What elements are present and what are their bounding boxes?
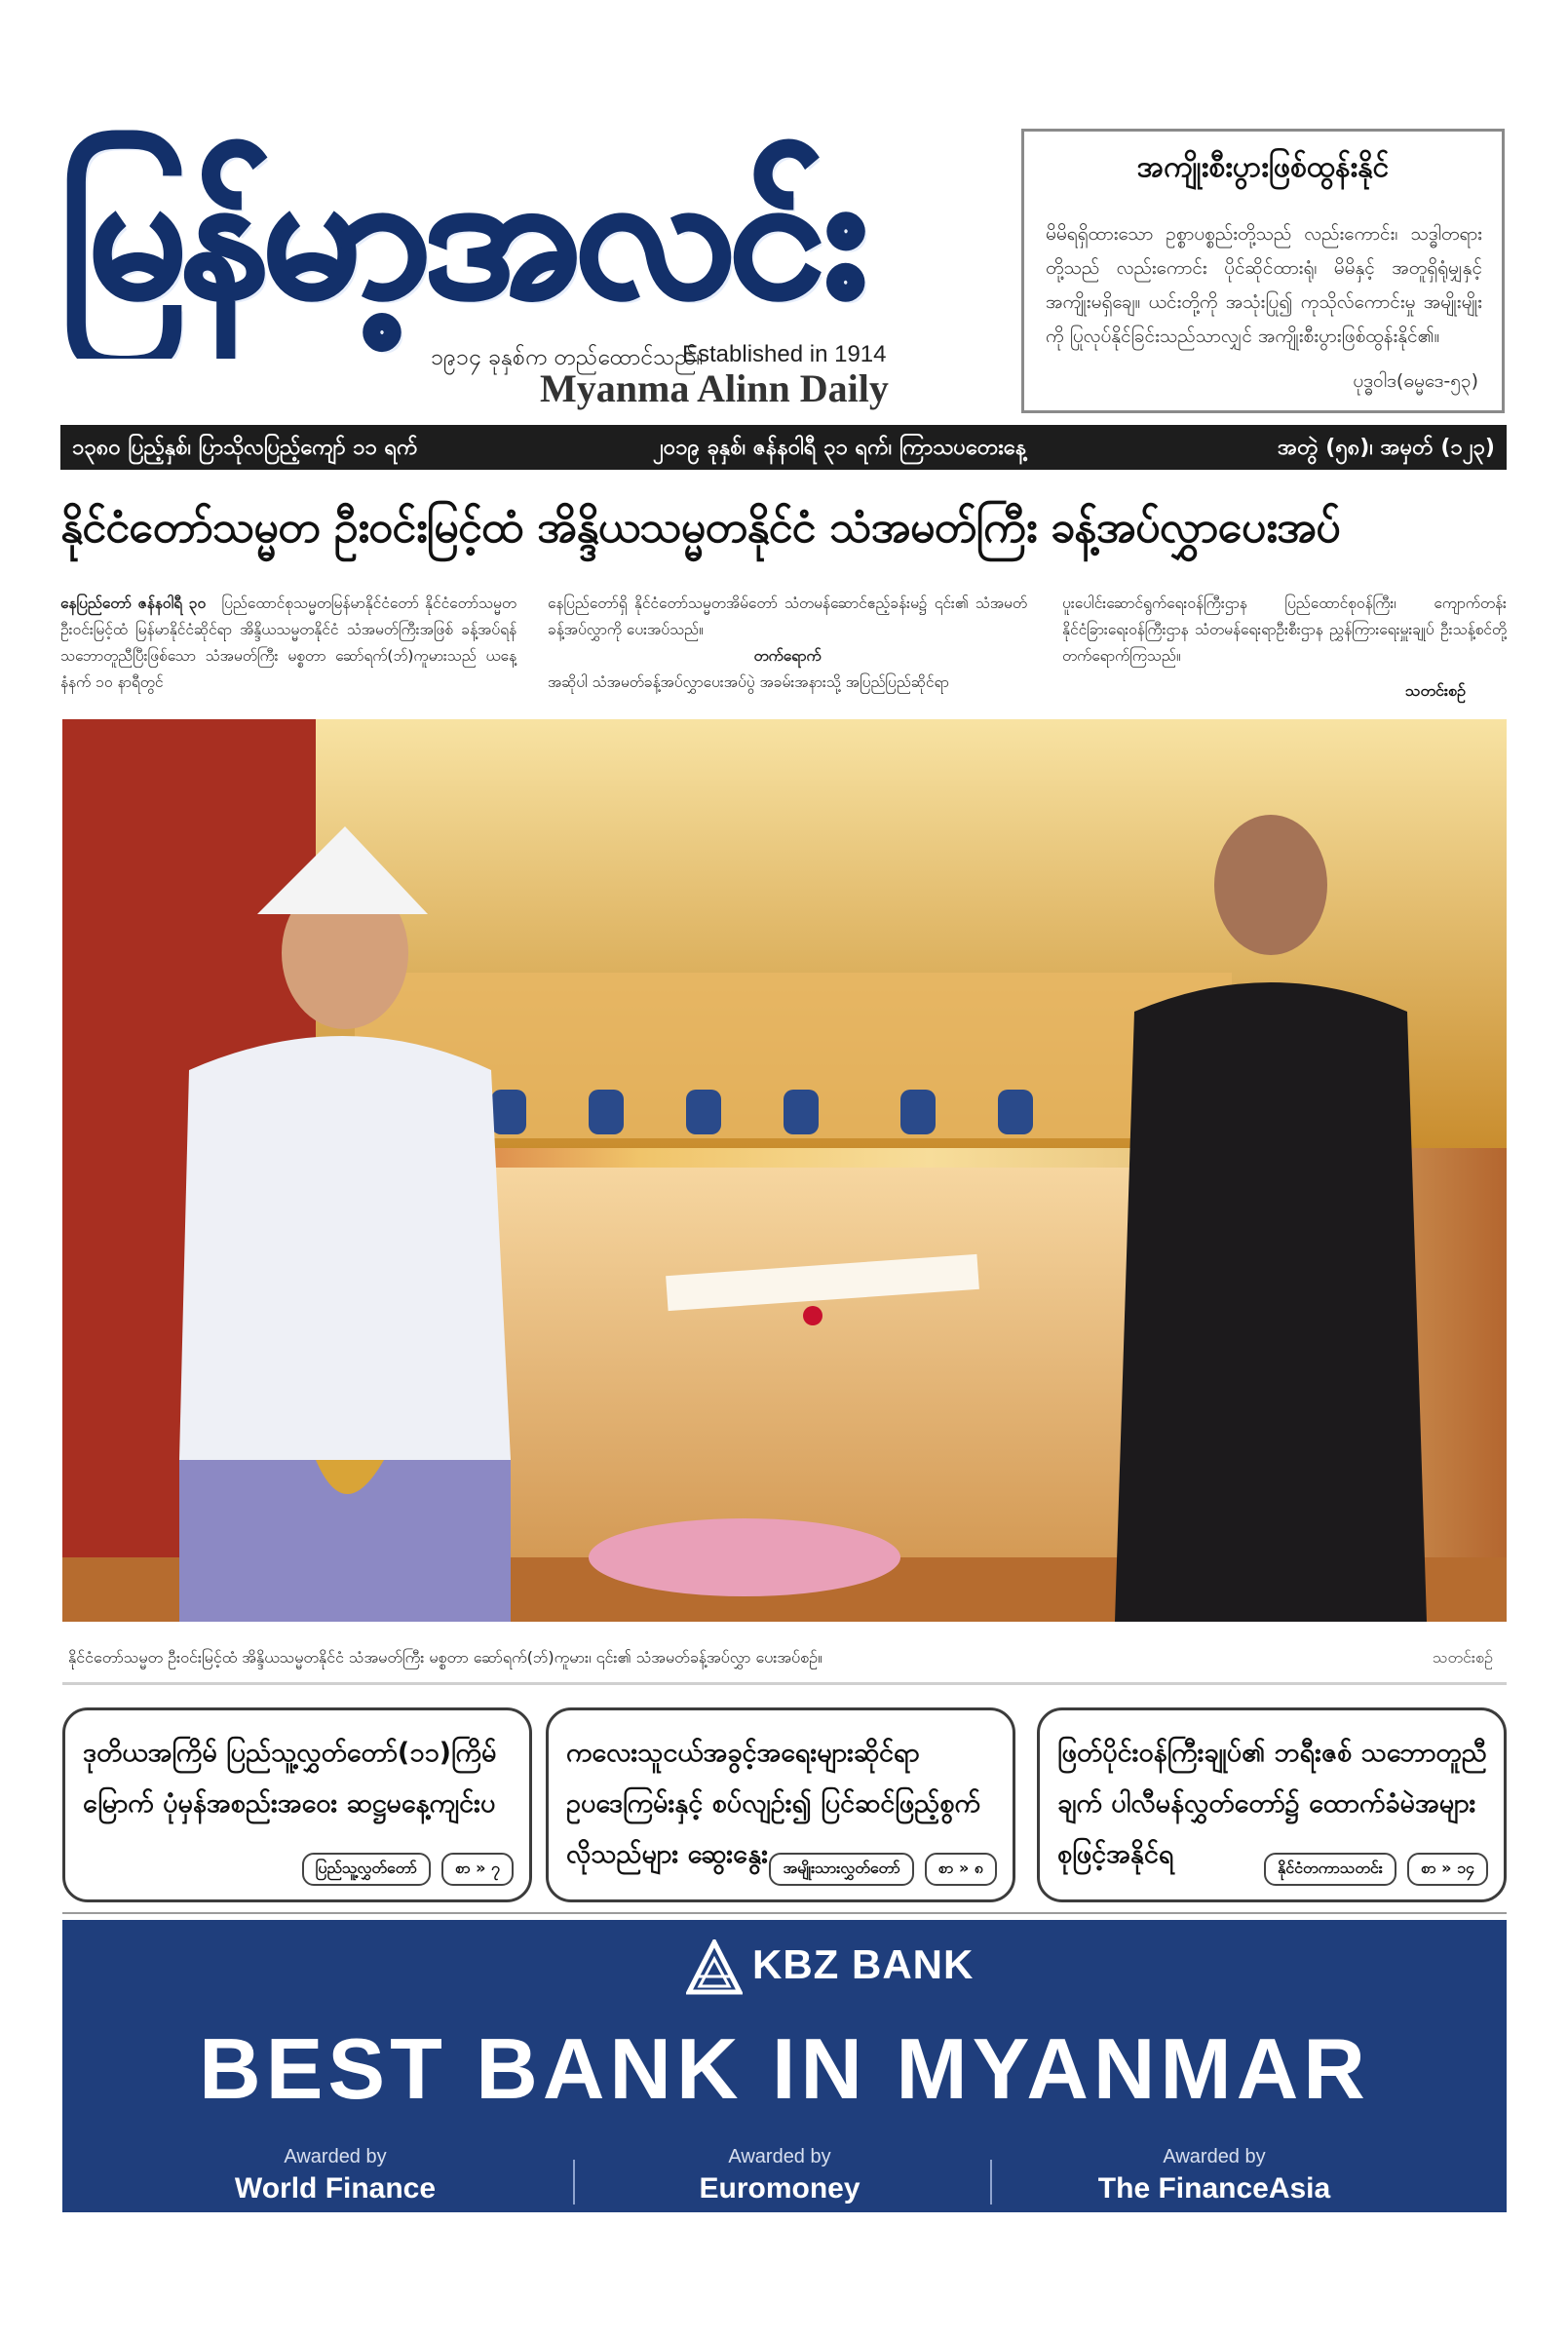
teaser-page[interactable]: စာ » ၈	[925, 1853, 997, 1886]
teaser-section[interactable]: ပြည်သူ့လွှတ်တော်	[302, 1853, 431, 1886]
ad-bank-name: KBZ BANK	[752, 1941, 975, 1987]
awarded-by-label: Awarded by	[1163, 2146, 1266, 2167]
photo-caption: နိုင်ငံတော်သမ္မတ ဦးဝင်းမြင့်ထံ အိန္ဒိယသမ္မတနိုင်ငံ သံအမတ်ကြီး မစ္စတာ ဆော်ရက်(ဘ်)ကူမား၊ ၎င်း၏ သံအမတ်ခန့်အပ်လွှာ ပေးအပ်စဉ်။	[68, 1648, 822, 1667]
teaser-page[interactable]: စာ » ၇	[441, 1853, 514, 1886]
kbz-advertisement[interactable]	[62, 1920, 1507, 2212]
ad-rule	[62, 1912, 1507, 1914]
teaser-title: ဒုတိယအကြိမ် ပြည်သူ့လွှတ်တော်(၁၁)ကြိမ်မြောက် ပုံမှန်အစည်းအဝေး ဆဋ္ဌမနေ့ကျင်းပ	[83, 1738, 497, 1819]
english-name: Myanma Alinn Daily	[540, 366, 889, 410]
date-bar	[60, 425, 1507, 470]
award-world-finance	[131, 2146, 540, 2205]
teaser-section[interactable]: နိုင်ငံတကာသတင်း	[1264, 1853, 1396, 1886]
kbz-logo-icon	[686, 1939, 743, 1996]
lead-column-2	[548, 591, 1027, 696]
myanmar-date: ၁၃၈၀ ပြည့်နှစ်၊ ပြာသိုလပြည့်ကျော် ၁၁ ရက်	[72, 436, 418, 460]
quote-title: အကျိုးစီးပွားဖြစ်ထွန်းနိုင်	[1136, 150, 1390, 184]
reporter-credit: သတင်းစဉ်	[1405, 681, 1466, 700]
photo-illustration	[62, 719, 1507, 1622]
award-financeasia	[1010, 2146, 1419, 2205]
teaser-page[interactable]: စာ » ၁၄	[1407, 1853, 1488, 1886]
award-euromoney	[575, 2146, 984, 2205]
photo-credit: သတင်းစဉ်	[1433, 1648, 1493, 1667]
lead-text-2a: နေပြည်တော်ရှိ နိုင်ငံတော်သမ္မတအိမ်တော် သံတမန်ဆောင်ဧည့်ခန်းမ၌ ၎င်း၏ သံအမတ်ခန့်အပ်လွှာကို ပေးအပ်သည်။	[548, 594, 1027, 638]
masthead-logo: မြန်မာ့အလင်း	[60, 137, 862, 335]
caption-rule	[62, 1682, 1507, 1685]
awarded-by-label: Awarded by	[284, 2146, 387, 2167]
teaser-box-2[interactable]	[546, 1707, 1015, 1902]
lead-text-1: ပြည်ထောင်စုသမ္မတမြန်မာနိုင်ငံတော် နိုင်ငံတော်သမ္မတ ဦးဝင်းမြင့်ထံ မြန်မာနိုင်ငံဆိုင်ရာ အိန္ဒိယသမ္မတနိုင်ငံ သံအမတ်ကြီးအဖြစ် ခန့်အပ်ရန် သဘောတူညီပြီးဖြစ်သော သံအမတ်ကြီး မစ္စတာ ဆော်ရက်(ဘ်)ကူမားသည် ယနေ့နံနက် ၁၀ နာရီတွင်	[60, 594, 516, 691]
tagline-mm: ၁၉၁၄ ခုနှစ်က တည်ထောင်သည်။	[431, 345, 704, 370]
teaser-box-3[interactable]	[1037, 1707, 1507, 1902]
award-org: World Finance	[234, 2172, 437, 2205]
ad-headline: BEST BANK IN MYANMAR	[199, 2020, 1370, 2117]
teaser-box-1[interactable]	[62, 1707, 532, 1902]
teaser-section[interactable]: အမျိုးသားလွှတ်တော်	[769, 1853, 913, 1886]
teaser-refs	[1258, 1853, 1488, 1886]
dateline: နေပြည်တော် ဇန်နဝါရီ ၃၀	[60, 594, 207, 612]
quote-box	[1021, 129, 1505, 413]
quote-body: မိမိရရှိထားသော ဥစ္စာပစ္စည်းတို့သည် လည်းကောင်း၊ သဒ္ဓါတရားတို့သည် လည်းကောင်း ပိုင်ဆိုင်ထားရုံ၊ မိမိနှင့် အတူရှိရုံမျှနှင့် အကျိုးမရှိချေ။ ယင်းတို့ကို အသုံးပြု၍ ကုသိုလ်ကောင်းမှု အမျိုးမျိုးကို ပြုလုပ်နိုင်ခြင်းသည်သာလျှင် အကျိုးစီးပွားဖြစ်ထွန်းနိုင်၏။	[1046, 223, 1482, 347]
headline: နိုင်ငံတော်သမ္မတ ဦးဝင်းမြင့်ထံ အိန္ဒိယသမ္မတနိုင်ငံ သံအမတ်ကြီး ခန့်အပ်လွှာပေးအပ်	[60, 501, 1340, 553]
lead-subhead: တက်ရောက်	[753, 647, 822, 665]
lead-column-1	[60, 591, 516, 696]
lead-text-2b: အဆိုပါ သံအမတ်ခန့်အပ်လွှာပေးအပ်ပွဲ အခမ်းအနားသို့ အပြည်ပြည်ဆိုင်ရာ	[548, 673, 949, 691]
teaser-title: ကလေးသူငယ်အခွင့်အရေးများဆိုင်ရာ ဥပဒေကြမ်းနှင့် စပ်လျဉ်း၍ ပြင်ဆင်ဖြည့်စွက်လိုသည်များ ဆွေးနွေး	[566, 1738, 980, 1869]
lead-photo	[62, 719, 1507, 1622]
award-org: Euromoney	[699, 2172, 860, 2205]
lead-text-3: ပူးပေါင်းဆောင်ရွက်ရေးဝန်ကြီးဌာန ပြည်ထောင်စုဝန်ကြီး၊ ကျောက်တန်း နိုင်ငံခြားရေးဝန်ကြီးဌာန သံတမန်ရေးရာဦးစီးဌာန ညွှန်ကြားရေးမှူးချုပ် ဦးသန့်စင်တို့ တက်ရောက်ကြသည်။	[1062, 594, 1507, 665]
awarded-by-label: Awarded by	[728, 2146, 831, 2167]
issue-number: အတွဲ (၅၈)၊ အမှတ် (၁၂၃)	[1278, 436, 1495, 460]
lead-column-3	[1062, 591, 1507, 670]
gregorian-date: ၂၀၁၉ ခုနှစ်၊ ဇန်နဝါရီ ၃၁ ရက်၊ ကြာသပတေးနေ့	[653, 436, 1027, 460]
quote-source: ပုဒ္ဓဝါဒ(ဓမ္မဒေ-၅၃)	[1353, 370, 1478, 392]
teaser-refs	[763, 1853, 997, 1886]
tagline-en: Established in 1914	[682, 341, 887, 367]
ad-divider	[990, 2160, 992, 2205]
award-org: The FinanceAsia	[1097, 2172, 1331, 2205]
teaser-refs	[296, 1853, 514, 1886]
teaser-title: ဖြတ်ပိုင်းဝန်ကြီးချုပ်၏ ဘရီးဇစ် သဘောတူညီချက် ပါလီမန်လွှတ်တော်၌ ထောက်ခံမဲအများစုဖြင့်အနိုင်ရ	[1057, 1738, 1487, 1869]
